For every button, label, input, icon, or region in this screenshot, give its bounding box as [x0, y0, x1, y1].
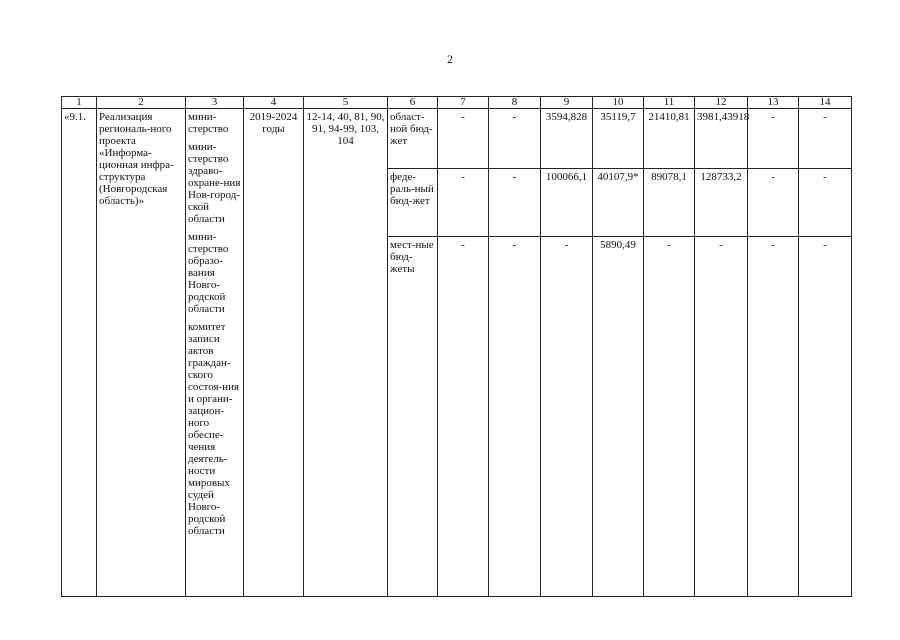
header-cell: 5 [304, 97, 388, 109]
header-cell: 2 [97, 97, 186, 109]
value-cell: 40107,9* [593, 169, 644, 237]
header-cell: 11 [644, 97, 695, 109]
row-number: «9.1. [62, 109, 97, 597]
value-cell: 35119,7 [593, 109, 644, 169]
value-cell: - [695, 237, 748, 597]
value-cell: 3594,828 [541, 109, 593, 169]
executor: комитет записи актов граждан-ского состоя-ния и органи-зацион-ного обеспе-чения деятель-ности мировых судей Новго-родской области [188, 321, 240, 537]
value-cell: 128733,2 [695, 169, 748, 237]
value-cell: - [489, 169, 541, 237]
header-cell: 4 [244, 97, 304, 109]
header-cell: 10 [593, 97, 644, 109]
header-cell: 12 [695, 97, 748, 109]
value-cell: 89078,1 [644, 169, 695, 237]
header-cell: 7 [438, 97, 489, 109]
executors-cell [186, 109, 244, 597]
value-cell: - [438, 237, 489, 597]
value-cell: - [438, 109, 489, 169]
executor: мини-стерство [188, 111, 229, 135]
value-cell: 100066,1 [541, 169, 593, 237]
budget-table [61, 96, 852, 597]
value-cell: - [799, 169, 852, 237]
budget-source: феде-раль-ный бюд-жет [388, 169, 438, 237]
project-name: Реализация региональ-ного проекта «Информа-ционная инфра-структура (Новгородская область)» [97, 109, 186, 597]
value-cell: - [644, 237, 695, 597]
value-cell: - [438, 169, 489, 237]
executor: мини-стерство образо-вания Новго-родской области [188, 231, 229, 315]
value-cell: - [799, 237, 852, 597]
header-cell: 1 [62, 97, 97, 109]
page-number: 2 [447, 52, 453, 66]
budget-source: област-ной бюд-жет [388, 109, 438, 169]
budget-source: мест-ные бюд-жеты [388, 237, 438, 597]
value-cell: - [489, 109, 541, 169]
header-cell: 14 [799, 97, 852, 109]
years-cell: 2019-2024 годы [244, 109, 304, 597]
header-row [62, 97, 852, 109]
value-cell: 21410,81 [644, 109, 695, 169]
header-cell: 3 [186, 97, 244, 109]
value-cell: - [748, 169, 799, 237]
value-cell: - [541, 237, 593, 597]
value-cell: 3981,43918 [695, 109, 748, 169]
value-cell: - [799, 109, 852, 169]
header-cell: 6 [388, 97, 438, 109]
value-cell: - [748, 109, 799, 169]
value-cell: 5890,49 [593, 237, 644, 597]
value-cell: - [748, 237, 799, 597]
indicators-cell: 12-14, 40, 81, 90, 91, 94-99, 103, 104 [304, 109, 388, 597]
header-cell: 9 [541, 97, 593, 109]
executor: мини-стерство здраво-охране-ния Нов-город-ской области [188, 141, 241, 225]
value-cell: - [489, 237, 541, 597]
header-cell: 8 [489, 97, 541, 109]
header-cell: 13 [748, 97, 799, 109]
table-row [62, 109, 852, 169]
